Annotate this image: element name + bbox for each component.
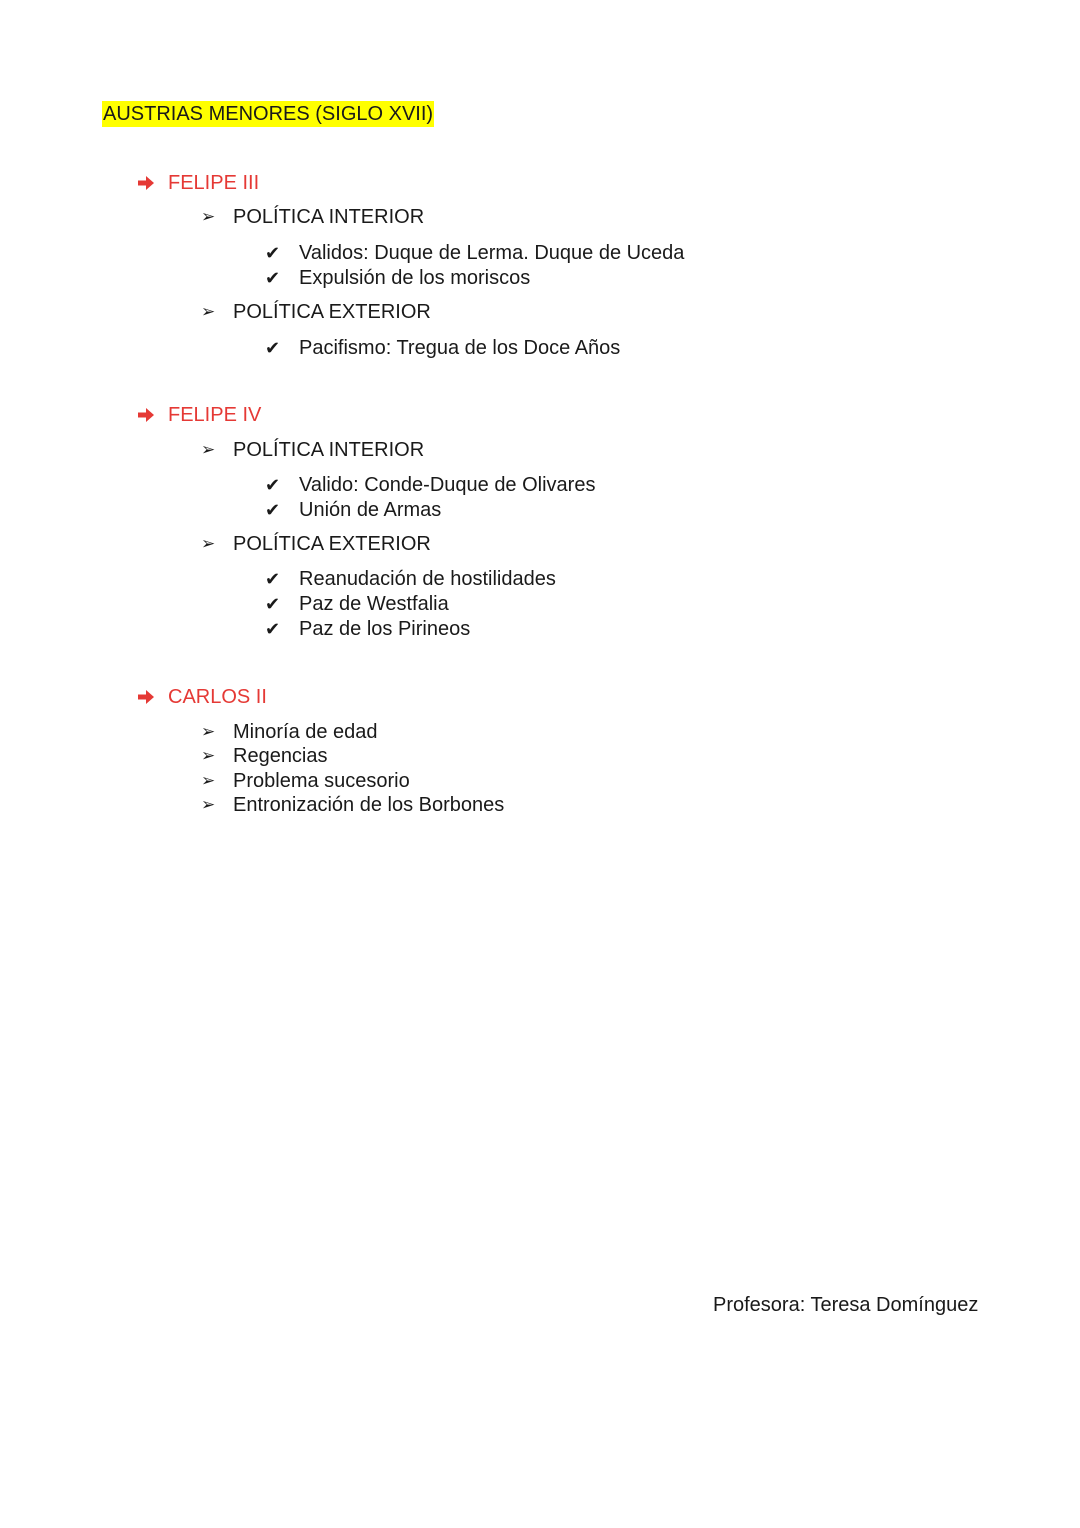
arrowhead-bullet-icon: ➢ — [201, 534, 216, 553]
item-text: Paz de los Pirineos — [299, 618, 471, 640]
arrowhead-bullet-icon: ➢ — [201, 207, 216, 226]
check-mark-icon: ✔ — [265, 243, 281, 263]
heavy-right-arrow-icon — [136, 170, 158, 203]
item-text: Unión de Armas — [299, 499, 442, 521]
check-mark-icon: ✔ — [265, 338, 281, 358]
item-text: Entronización de los Borbones — [233, 794, 505, 816]
arrowhead-bullet-icon: ➢ — [201, 771, 216, 790]
heavy-right-arrow-icon — [136, 402, 158, 435]
item-text: Expulsión de los moriscos — [299, 267, 531, 289]
item-text: Validos: Duque de Lerma. Duque de Uceda — [299, 242, 685, 264]
check-mark-icon: ✔ — [265, 619, 281, 639]
check-mark-icon: ✔ — [265, 268, 281, 288]
arrowhead-bullet-icon: ➢ — [201, 795, 216, 814]
king-name: FELIPE IV — [168, 404, 262, 426]
king-name: FELIPE III — [168, 172, 260, 194]
check-mark-icon: ✔ — [265, 594, 281, 614]
item-text: Problema sucesorio — [233, 770, 410, 792]
item-text: Minoría de edad — [233, 721, 378, 743]
item-text: Pacifismo: Tregua de los Doce Años — [299, 337, 621, 359]
item-text: Paz de Westfalia — [299, 593, 449, 615]
arrowhead-bullet-icon: ➢ — [201, 722, 216, 741]
subsection-heading: POLÍTICA EXTERIOR — [233, 301, 431, 323]
arrowhead-bullet-icon: ➢ — [201, 302, 216, 321]
check-mark-icon: ✔ — [265, 500, 281, 520]
arrowhead-bullet-icon: ➢ — [201, 746, 216, 765]
subsection-heading: POLÍTICA INTERIOR — [233, 206, 425, 228]
page-title: AUSTRIAS MENORES (SIGLO XVII) — [103, 103, 434, 125]
author-signature: Profesora: Teresa Domínguez — [713, 1294, 979, 1316]
arrowhead-bullet-icon: ➢ — [201, 440, 216, 459]
check-mark-icon: ✔ — [265, 569, 281, 589]
item-text: Valido: Conde-Duque de Olivares — [299, 474, 596, 496]
heavy-right-arrow-icon — [136, 684, 158, 717]
item-text: Regencias — [233, 745, 328, 767]
check-mark-icon: ✔ — [265, 475, 281, 495]
subsection-heading: POLÍTICA EXTERIOR — [233, 533, 431, 555]
king-name: CARLOS II — [168, 686, 267, 708]
subsection-heading: POLÍTICA INTERIOR — [233, 439, 425, 461]
item-text: Reanudación de hostilidades — [299, 568, 556, 590]
